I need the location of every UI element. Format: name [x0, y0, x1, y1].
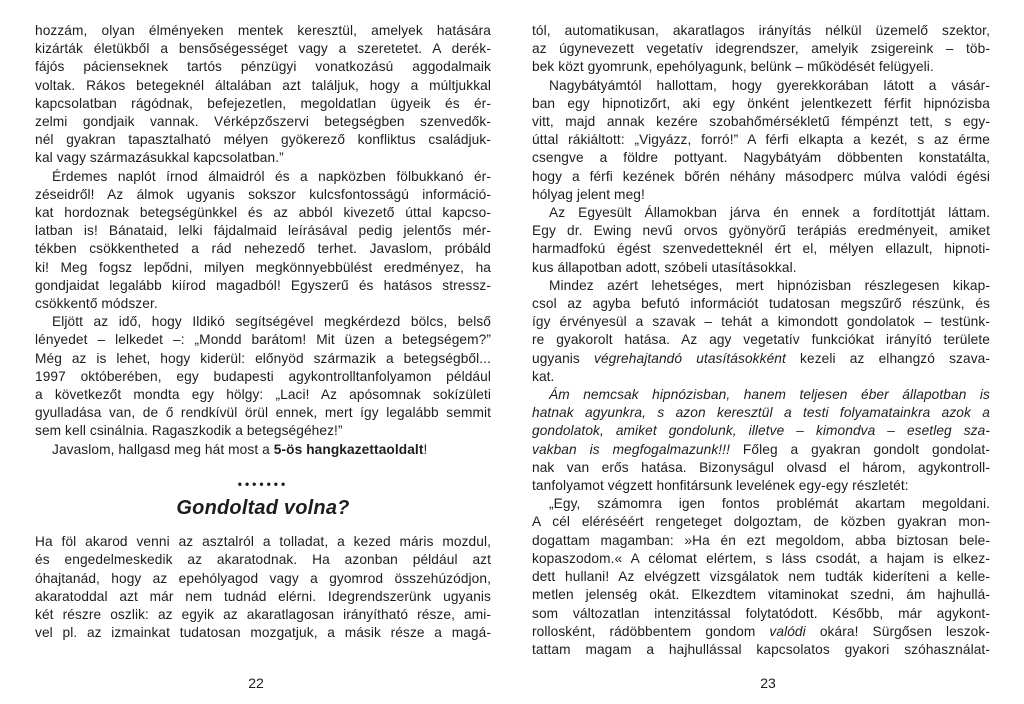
- text-line: [35, 222, 491, 240]
- text-segment: hatnak agyunkra, s azon keresztül a testi folyamatainkra azok a: [532, 405, 990, 421]
- text-segment: valódi: [769, 623, 806, 639]
- text-line: [35, 40, 491, 58]
- text-segment: tékben csökkentheted a rád nehezedő terhet. Javaslom, próbáld: [35, 241, 491, 257]
- text-line: [35, 588, 491, 606]
- text-line: [35, 240, 491, 258]
- text-segment: kezeli az elhangzó szava-: [785, 350, 991, 366]
- text-segment: gondolatok, amiket gondolunk, illetve – kimondva – esetleg sza-: [532, 423, 990, 439]
- text-line: [532, 350, 990, 368]
- text-segment: Mindez azért lehetséges, mert hipnózisban részlegesen kikap-: [549, 277, 990, 293]
- text-line: [532, 259, 990, 277]
- text-segment: zelmi gondjaik vannak. Vérképzőszervi betegségben szenvedők-: [35, 114, 491, 130]
- text-segment: !: [423, 441, 428, 457]
- text-line: [532, 459, 990, 477]
- text-segment: sem kell csinálnia. Ragaszkodik a betegségéhez!”: [35, 423, 343, 439]
- text-segment: Egy dr. Ewing nevű orvos gyönyörű terápiás eredményeit, amiket: [532, 223, 990, 239]
- paragraph: [532, 204, 990, 277]
- text-segment: ban egy hipnotizőrt, aki egy önként jelentkezett férfit hipnózisba: [532, 95, 990, 111]
- text-line: [35, 22, 491, 40]
- text-segment: Nagybátyámtól hallottam, hogy gyerekkorában látott a vásár-: [549, 77, 990, 93]
- text-line: [35, 551, 491, 569]
- text-segment: dett hullani! Az elvégzett vizsgálatok nem tudták kideríteni a kelle-: [532, 569, 990, 585]
- text-segment: kat hordoznak betegségünkkel és az abból kivezető úttal kapcso-: [35, 205, 491, 221]
- text-line: [35, 204, 491, 222]
- text-line: [532, 331, 990, 349]
- section-separator-dots: •••••••: [237, 476, 289, 491]
- paragraph: [35, 441, 491, 459]
- text-segment: harmadfokú égést szenvedetteknél ért el, mélyen ellazult, hipnoti-: [532, 241, 990, 257]
- text-line: [35, 277, 491, 295]
- text-segment: csökkentő módszer.: [35, 296, 158, 312]
- paragraph: [35, 22, 491, 168]
- text-line: [532, 532, 990, 550]
- text-line: [35, 58, 491, 76]
- text-line: [532, 204, 990, 222]
- text-segment: kizárták életükből a bensőségességet vagy a szeretetet. A derék-: [35, 41, 491, 57]
- text-line: [532, 386, 990, 404]
- text-line: [532, 605, 990, 623]
- text-segment: óhajtanád, hogy az epehólyagod vagy a gyomrod összehúzódjon,: [35, 570, 491, 586]
- text-line: [532, 113, 990, 131]
- text-segment: ugyanis: [532, 350, 595, 366]
- text-segment: tól, automatikusan, akaratlagos irányítás nélkül üzemelő szektor,: [532, 23, 990, 38]
- text-line: [35, 131, 491, 149]
- text-segment: hólyag jelent meg!: [532, 186, 645, 202]
- text-segment: zéseidről! Az álmok ugyanis sokszor kulcsfontosságú információ-: [35, 186, 491, 202]
- text-line: [532, 95, 990, 113]
- text-line: [532, 131, 990, 149]
- text-segment: Érdemes naplót írnod álmaidról és a napközben fölbukkanó ér-: [52, 168, 491, 184]
- text-line: [532, 513, 990, 531]
- text-line: [35, 368, 491, 386]
- text-line: [532, 441, 990, 459]
- text-segment: a következőt mondta egy hölgy: „Laci! Az apósomnak sokízületi: [35, 387, 491, 403]
- text-segment: vitt, majd annak kezére szobahőmérsékletű fémpénzt tett, s egy-: [532, 114, 990, 130]
- text-segment: csengve a földre pottyant. Nagybátyám döbbenten konstatálta,: [532, 150, 990, 166]
- text-line: [532, 641, 990, 659]
- text-segment: fájós pácienseknek tartós pénzügyi vonatkozású aggodalmaik: [35, 59, 491, 75]
- text-line: [35, 441, 491, 459]
- text-line: [532, 240, 990, 258]
- text-segment: vel pl. az izmainkat tudatosan mozgatjuk, a másik része a magá-: [35, 625, 491, 641]
- text-line: [532, 313, 990, 331]
- text-line: [35, 570, 491, 588]
- text-line: [35, 77, 491, 95]
- text-segment: A cél eléréséért rengeteget dolgoztam, de közben gyakran mon-: [532, 514, 990, 530]
- right-page-number: 23: [760, 675, 776, 691]
- text-segment: vakban is megfogalmazunk!!!: [532, 441, 730, 457]
- text-segment: kat.: [532, 368, 555, 384]
- text-line: [35, 259, 491, 277]
- text-line: [532, 77, 990, 95]
- text-line: [532, 277, 990, 295]
- text-line: [35, 113, 491, 131]
- text-segment: 1997 októberében, egy budapesti agykontrolltanfolyamon például: [35, 368, 491, 384]
- text-segment: két részre oszlik: az egyik az akaratlagosan irányítható része, ami-: [35, 607, 491, 623]
- right-page: [512, 0, 1024, 704]
- text-line: [532, 422, 990, 440]
- paragraph: [35, 168, 491, 314]
- right-page-text: [532, 22, 990, 659]
- text-line: [532, 568, 990, 586]
- text-segment: kopaszodom.« A célomat elértem, s láss csodát, a hajam is elkez-: [532, 550, 990, 566]
- text-segment: Még az is lehet, hogy kiderül: előnyöd származik a betegségből...: [35, 350, 491, 366]
- text-segment: így érvényesül a szavak – tehát a kimondott gondolatok – testünk-: [532, 314, 990, 330]
- paragraph: [532, 386, 990, 495]
- text-segment: Eljött az idő, hogy Ildikó segítségével megkérdezd bölcs, belső: [52, 314, 491, 330]
- text-line: [35, 386, 491, 404]
- text-line: [35, 350, 491, 368]
- text-segment: kus állapotban adott, szóbeli utasításokkal.: [532, 259, 797, 275]
- text-line: [532, 404, 990, 422]
- section-heading: Gondoltad volna?: [176, 497, 350, 520]
- text-line: [35, 149, 491, 167]
- text-segment: okára! Sürgősen leszok-: [805, 623, 990, 639]
- text-line: [532, 368, 990, 386]
- text-segment: Ám nemcsak hipnózisban, hanem teljesen éber állapotban is: [549, 387, 990, 403]
- text-segment: gyulladása van, de ő rendkívül örül ennek, mert így legalább semmit: [35, 405, 491, 421]
- left-page-number: 22: [248, 675, 264, 691]
- text-segment: kapcsolatban rágódnak, befejezetlen, megoldatlan ügyeik és ér-: [35, 95, 491, 111]
- paragraph: [532, 77, 990, 204]
- text-segment: 5-ös hangkazettaoldalt: [273, 441, 424, 457]
- text-segment: dogattam magamban: »Ha én ezt megoldom, abba biztosan bele-: [532, 532, 990, 548]
- text-line: [532, 550, 990, 568]
- text-line: [532, 149, 990, 167]
- text-segment: rollosként, rádöbbentem gondom: [532, 623, 770, 639]
- text-line: [35, 422, 491, 440]
- text-line: [532, 295, 990, 313]
- text-segment: hozzám, olyan élményeken mentek keresztül, amelyek hatására: [35, 23, 491, 38]
- text-line: [532, 477, 990, 495]
- text-segment: som változatlan intenzitással folytatódott. Később, már agykont-: [532, 605, 990, 621]
- left-page-text: [35, 22, 491, 643]
- text-segment: és engedelmeskedik az akaratodnak. Ha azonban például azt: [35, 552, 491, 568]
- paragraph: [35, 533, 491, 642]
- text-line: [532, 186, 990, 204]
- text-line: [35, 606, 491, 624]
- text-segment: akaratoddal azt már nem tudnád elérni. Idegrendszerünk ugyanis: [35, 588, 491, 604]
- text-line: [35, 533, 491, 551]
- text-segment: „Egy, számomra igen fontos problémát akartam megoldani.: [549, 496, 990, 512]
- text-segment: nél gyakran tapasztalható mélyen gyökerező konfliktus családjuk-: [35, 132, 491, 148]
- text-line: [35, 331, 491, 349]
- text-segment: az úgynevezett vegetatív idegrendszer, amelyik zsigereink – töb-: [532, 41, 990, 57]
- text-line: [35, 624, 491, 642]
- text-segment: csol az agyba befutó információt tudatosan megszűrő részünk, és: [532, 296, 990, 312]
- text-line: [532, 586, 990, 604]
- paragraph: [35, 313, 491, 440]
- text-segment: lényedet – lelkedet –: „Mondd barátom! Mit üzen a betegségem?”: [35, 332, 491, 348]
- text-segment: Ha föl akarod venni az asztalról a tolladat, a kezed máris mozdul,: [35, 534, 491, 550]
- text-line: [35, 313, 491, 331]
- text-line: [35, 186, 491, 204]
- text-segment: tattam magam a hajhullással kapcsolatos gyakori szóhasználat-: [532, 641, 990, 657]
- text-line: [35, 95, 491, 113]
- text-segment: kal vagy származásukkal kapcsolatban.”: [35, 150, 284, 166]
- text-segment: úttal rákiáltott: „Vigyázz, forró!” A férfi elkapta a kezét, s az érme: [532, 132, 990, 148]
- text-line: [532, 222, 990, 240]
- text-segment: Javaslom, hallgasd meg hát most a: [52, 441, 274, 457]
- text-segment: ki! Meg fogsz lepődni, milyen megkönnyebbülést eredményez, ha: [35, 259, 491, 275]
- text-segment: Főleg a gyakran gondolt gondolat-: [730, 441, 990, 457]
- text-line: [532, 495, 990, 513]
- text-line: [532, 623, 990, 641]
- text-line: [532, 22, 990, 40]
- text-line: [35, 168, 491, 186]
- text-line: [532, 40, 990, 58]
- text-line: [532, 58, 990, 76]
- text-segment: bek közt gyomrunk, epehólyagunk, belünk – működését felügyeli.: [532, 59, 934, 75]
- text-segment: re gyakorolt hatása. Az agy vegetatív funkciókat irányító területe: [532, 332, 990, 348]
- text-segment: latban is! Bánataid, lelki fájdalmaid leírásával pedig jelentős mér-: [35, 223, 491, 239]
- paragraph: [532, 277, 990, 386]
- text-segment: hogy a férfi kezének bőrén néhány másodperc múlva valódi égési: [532, 168, 990, 184]
- text-line: [35, 404, 491, 422]
- text-segment: tanfolyamot végzett honfitársunk levelének egy-egy részletét:: [532, 478, 909, 494]
- text-segment: végrehajtandó utasításokként: [594, 350, 786, 366]
- paragraph: [532, 495, 990, 659]
- paragraph: [532, 22, 990, 77]
- text-segment: voltak. Rákos betegeknél általában azt találjuk, hogy a múltjukkal: [35, 77, 491, 93]
- text-line: [532, 168, 990, 186]
- text-segment: Az Egyesült Államokban járva én ennek a fordítottját láttam.: [549, 205, 990, 221]
- text-segment: nak van erős hatása. Bizonyságul olvasd el három, agykontroll-: [532, 459, 990, 475]
- text-segment: metlen jelenség okát. Elkezdtem vitaminokat szedni, ám hajhullá-: [532, 587, 990, 603]
- text-line: [35, 295, 491, 313]
- text-segment: gondjaidat legalább kiírod magadból! Egyszerű és hatásos stressz-: [35, 277, 491, 293]
